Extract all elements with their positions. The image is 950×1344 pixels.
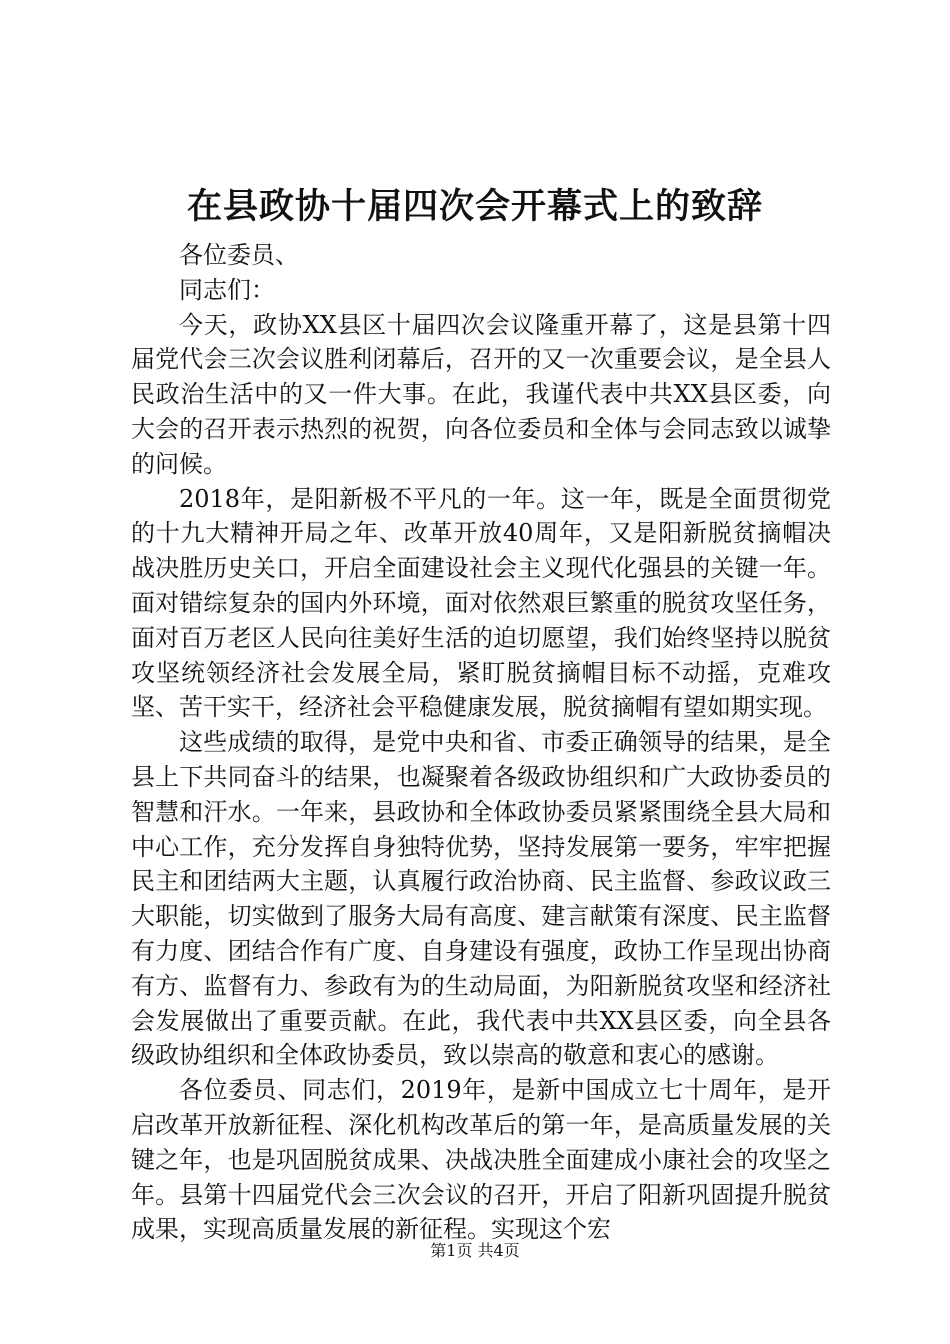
body-paragraph: 这些成绩的取得，是党中央和省、市委正确领导的结果，是全县上下共同奋斗的结果，也凝聚着各级政协组织和广大政协委员的智慧和汗水。一年来，县政协和全体政协委员紧紧围绕全县大局和中心工作，充分发挥自身独特优势，坚持发展第一要务，牢牢把握民主和团结两大主题，认真履行政治协商、民主监督、参政议政三大职能，切实做到了服务大局有高度、建言献策有深度、民主监督有力度、团结合作有广度、自身建设有强度，政协工作呈现出协商有方、监督有力、参政有为的生动局面，为阳新脱贫攻坚和经济社会发展做出了重要贡献。在此，我代表中共XX县区委，向全县各级政协组织和全体政协委员，致以崇高的敬意和衷心的感谢。 bbox=[131, 728, 831, 1070]
body-paragraph: 今天，政协XX县区十届四次会议隆重开幕了，这是县第十四届党代会三次会议胜利闭幕后，召开的又一次重要会议，是全县人民政治生活中的又一件大事。在此，我谨代表中共XX县区委，向大会的召开表示热烈的祝贺，向各位委员和全体与会同志致以诚挚的问候。 bbox=[131, 310, 831, 478]
salutation-line: 同志们： bbox=[179, 275, 275, 304]
document-body bbox=[131, 238, 831, 1247]
page-footer bbox=[0, 1240, 950, 1262]
document-title: 在县政协十届四次会开幕式上的致辞 bbox=[186, 186, 763, 227]
page-indicator: 第1页 共4页 bbox=[430, 1241, 520, 1260]
body-paragraph: 各位委员、同志们，2019年，是新中国成立七十周年，是开启改革开放新征程、深化机构改革后的第一年，是高质量发展的关键之年，也是巩固脱贫成果、决战决胜全面建成小康社会的攻坚之年。县第十四届党代会三次会议的召开，开启了阳新巩固提升脱贫成果，实现高质量发展的新征程。实现这个宏 bbox=[131, 1076, 831, 1244]
salutation-line: 各位委员、 bbox=[179, 241, 299, 269]
body-paragraph: 2018年，是阳新极不平凡的一年。这一年，既是全面贯彻党的十九大精神开局之年、改革开放40周年，又是阳新脱贫摘帽决战决胜历史关口，开启全面建设社会主义现代化强县的关键一年。面对错综复杂的国内外环境，面对依然艰巨繁重的脱贫攻坚任务，面对百万老区人民向往美好生活的迫切愿望，我们始终坚持以脱贫攻坚统领经济社会发展全局，紧盯脱贫摘帽目标不动摇，克难攻坚、苦干实干，经济社会平稳健康发展，脱贫摘帽有望如期实现。 bbox=[131, 484, 831, 722]
